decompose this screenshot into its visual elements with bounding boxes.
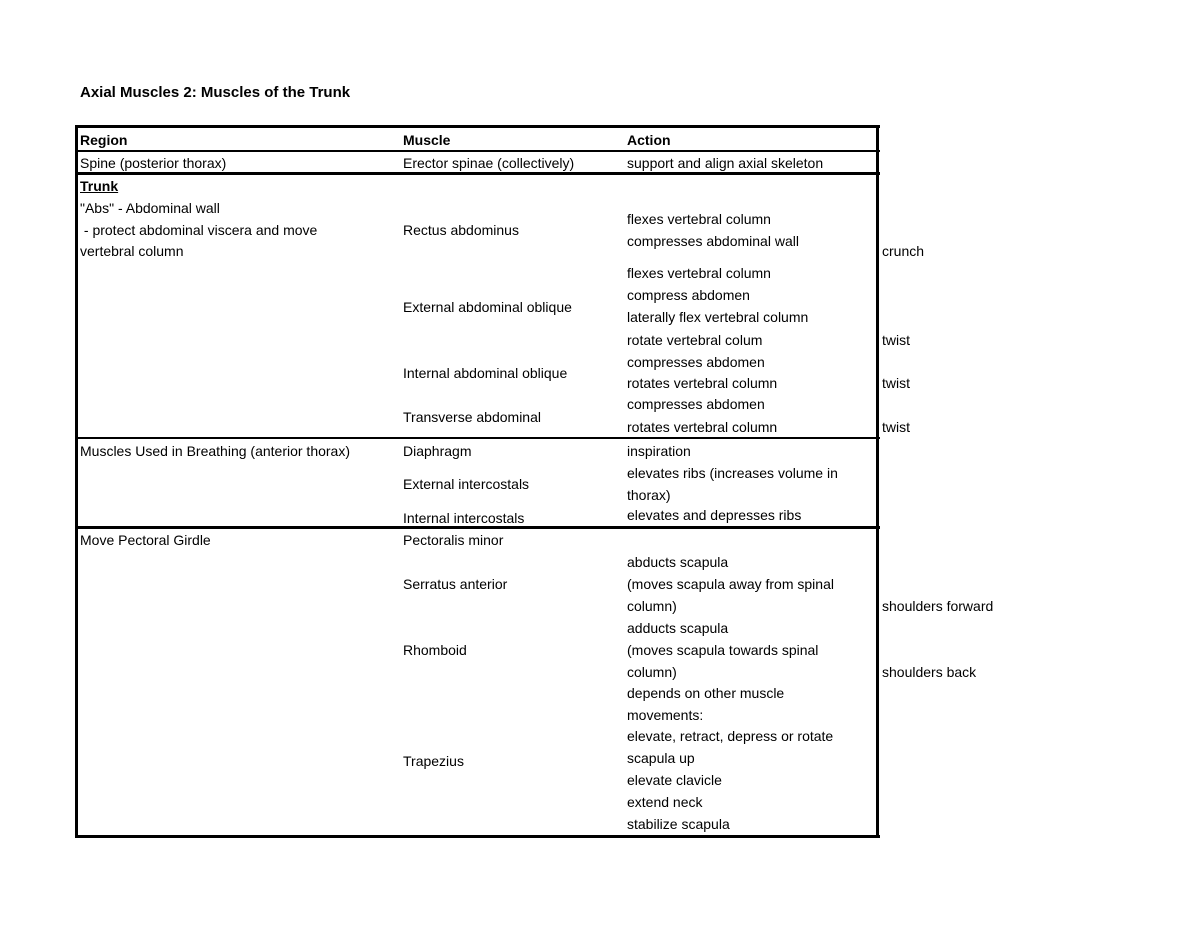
rhomboid-action: adducts scapula — [627, 620, 729, 636]
trapezius-action: elevate clavicle — [627, 772, 722, 788]
trapezius-action: extend neck — [627, 794, 703, 810]
internal-oblique-note: twist — [882, 375, 910, 391]
rhomboid-muscle: Rhomboid — [403, 642, 467, 658]
trunk-region-line: vertebral column — [80, 243, 184, 259]
pectoral-region: Move Pectoral Girdle — [80, 532, 211, 548]
spine-muscle: Erector spinae (collectively) — [403, 155, 575, 171]
external-oblique-action: rotate vertebral colum — [627, 332, 763, 348]
transverse-action: compresses abdomen — [627, 396, 765, 412]
external-oblique-muscle: External abdominal oblique — [403, 299, 572, 315]
serratus-action: (moves scapula away from spinal — [627, 576, 834, 592]
transverse-action: rotates vertebral column — [627, 419, 778, 435]
rectus-note: crunch — [882, 243, 925, 259]
external-oblique-action: flexes vertebral column — [627, 265, 771, 281]
transverse-note: twist — [882, 419, 910, 435]
trapezius-action: movements: — [627, 707, 704, 723]
rhomboid-action: column) — [627, 664, 677, 680]
trunk-region-line: "Abs" - Abdominal wall — [80, 200, 220, 216]
breathing-region: Muscles Used in Breathing (anterior thorax) — [80, 443, 351, 459]
serratus-action: abducts scapula — [627, 554, 729, 570]
rectus-action: compresses abdominal wall — [627, 233, 799, 249]
rectus-action: flexes vertebral column — [627, 211, 771, 227]
internal-oblique-action: rotates vertebral column — [627, 375, 778, 391]
trapezius-action: stabilize scapula — [627, 816, 730, 832]
internal-intercostals-muscle: Internal intercostals — [403, 510, 525, 526]
external-oblique-action: laterally flex vertebral column — [627, 309, 809, 325]
page-title: Axial Muscles 2: Muscles of the Trunk — [80, 84, 351, 101]
header-action: Action — [627, 132, 671, 148]
transverse-muscle: Transverse abdominal — [403, 409, 541, 425]
diaphragm-muscle: Diaphragm — [403, 443, 472, 459]
external-intercostals-action: elevates ribs (increases volume in — [627, 465, 838, 481]
table-border-bottom — [75, 835, 880, 838]
trapezius-action: scapula up — [627, 750, 695, 766]
external-oblique-note: twist — [882, 332, 910, 348]
trapezius-muscle: Trapezius — [403, 753, 464, 769]
rhomboid-note: shoulders back — [882, 664, 977, 680]
trunk-heading: Trunk — [80, 178, 119, 194]
internal-oblique-muscle: Internal abdominal oblique — [403, 365, 568, 381]
serratus-muscle: Serratus anterior — [403, 576, 508, 592]
table-border-left — [75, 125, 78, 838]
external-oblique-action: compress abdomen — [627, 287, 750, 303]
serratus-note: shoulders forward — [882, 598, 994, 614]
internal-intercostals-action: elevates and depresses ribs — [627, 507, 802, 523]
header-region: Region — [80, 132, 128, 148]
trapezius-action: elevate, retract, depress or rotate — [627, 728, 834, 744]
spine-action: support and align axial skeleton — [627, 155, 824, 171]
trapezius-action: depends on other muscle — [627, 685, 785, 701]
pectoralis-minor-muscle: Pectoralis minor — [403, 532, 504, 548]
diaphragm-action: inspiration — [627, 443, 691, 459]
table-border-top — [75, 125, 880, 128]
table-border-right — [876, 125, 879, 838]
rectus-muscle: Rectus abdominus — [403, 222, 519, 238]
spine-region: Spine (posterior thorax) — [80, 155, 227, 171]
header-muscle: Muscle — [403, 132, 451, 148]
serratus-action: column) — [627, 598, 677, 614]
rhomboid-action: (moves scapula towards spinal — [627, 642, 819, 658]
trunk-region-line: - protect abdominal viscera and move — [80, 222, 318, 238]
internal-oblique-action: compresses abdomen — [627, 354, 765, 370]
external-intercostals-muscle: External intercostals — [403, 476, 530, 492]
external-intercostals-action: thorax) — [627, 487, 671, 503]
